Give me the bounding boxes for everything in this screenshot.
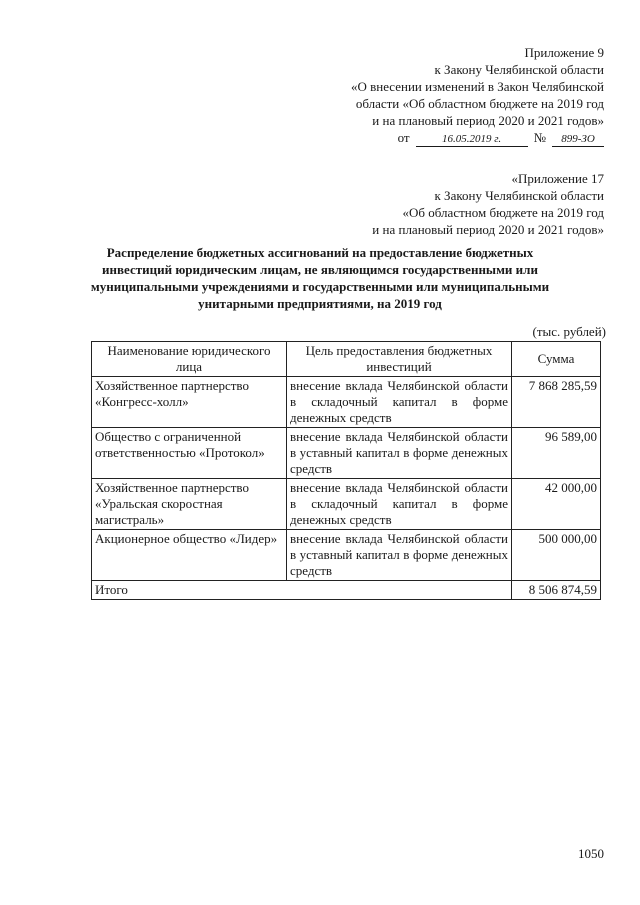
table-row (92, 479, 601, 530)
investment-purpose: внесение вклада Челябинской области в уставный капитал в форме денежных средств (287, 530, 512, 581)
page-number: 1050 (578, 846, 604, 861)
law-number: 899-ЗО (552, 133, 604, 147)
from-label: от (397, 130, 410, 145)
investment-purpose: внесение вклада Челябинской области в складочный капитал в форме денежных средств (287, 479, 512, 530)
law-date-number (351, 129, 604, 147)
header-line: «О внесении изменений в Закон Челябинской (350, 79, 604, 94)
appendix-header (372, 170, 604, 238)
header-line: к Закону Челябинской области (434, 188, 604, 203)
investment-purpose: внесение вклада Челябинской области в уставный капитал в форме денежных средств (287, 428, 512, 479)
investment-purpose: внесение вклада Челябинской области в складочный капитал в форме денежных средств (287, 377, 512, 428)
law-date: 16.05.2019 г. (416, 133, 528, 147)
amount: 96 589,00 (512, 428, 601, 479)
table-header-row (92, 342, 601, 377)
total-label: Итого (92, 581, 512, 600)
header-line: области «Об областном бюджете на 2019 год (355, 96, 604, 111)
column-header: Наименование юридического лица (92, 342, 287, 377)
table-row (92, 377, 601, 428)
entity-name: Хозяйственное партнерство «Уральская скоростная магистраль» (92, 479, 287, 530)
investments-table (91, 341, 601, 600)
table-row (92, 530, 601, 581)
document-title: Распределение бюджетных ассигнований на предоставление бюджетных инвестиций юридическим лицам, не являющимся государственными или муниципальными учреждениями и государственными или муниципальными унитарными предприятиями, на 2019 год (90, 245, 550, 311)
header-line: и на плановый период 2020 и 2021 годов» (372, 222, 604, 237)
amount: 7 868 285,59 (512, 377, 601, 428)
total-row (92, 581, 601, 600)
amount: 500 000,00 (512, 530, 601, 581)
units-label: (тыс. рублей) (532, 324, 606, 339)
header-line: «Приложение 17 (511, 171, 604, 186)
header-line: Приложение 9 (524, 45, 604, 60)
column-header: Сумма (512, 342, 601, 377)
header-line: и на плановый период 2020 и 2021 годов» (372, 113, 604, 128)
entity-name: Акционерное общество «Лидер» (92, 530, 287, 581)
entity-name: Хозяйственное партнерство «Конгресс-холл» (92, 377, 287, 428)
table-row (92, 428, 601, 479)
column-header: Цель предоставления бюджетных инвестиций (287, 342, 512, 377)
entity-name: Общество с ограниченной ответственностью «Протокол» (92, 428, 287, 479)
header-line: к Закону Челябинской области (434, 62, 604, 77)
amount: 42 000,00 (512, 479, 601, 530)
amendment-header (351, 44, 604, 147)
header-line: «Об областном бюджете на 2019 год (402, 205, 604, 220)
total-amount: 8 506 874,59 (512, 581, 601, 600)
number-label: № (533, 130, 546, 145)
